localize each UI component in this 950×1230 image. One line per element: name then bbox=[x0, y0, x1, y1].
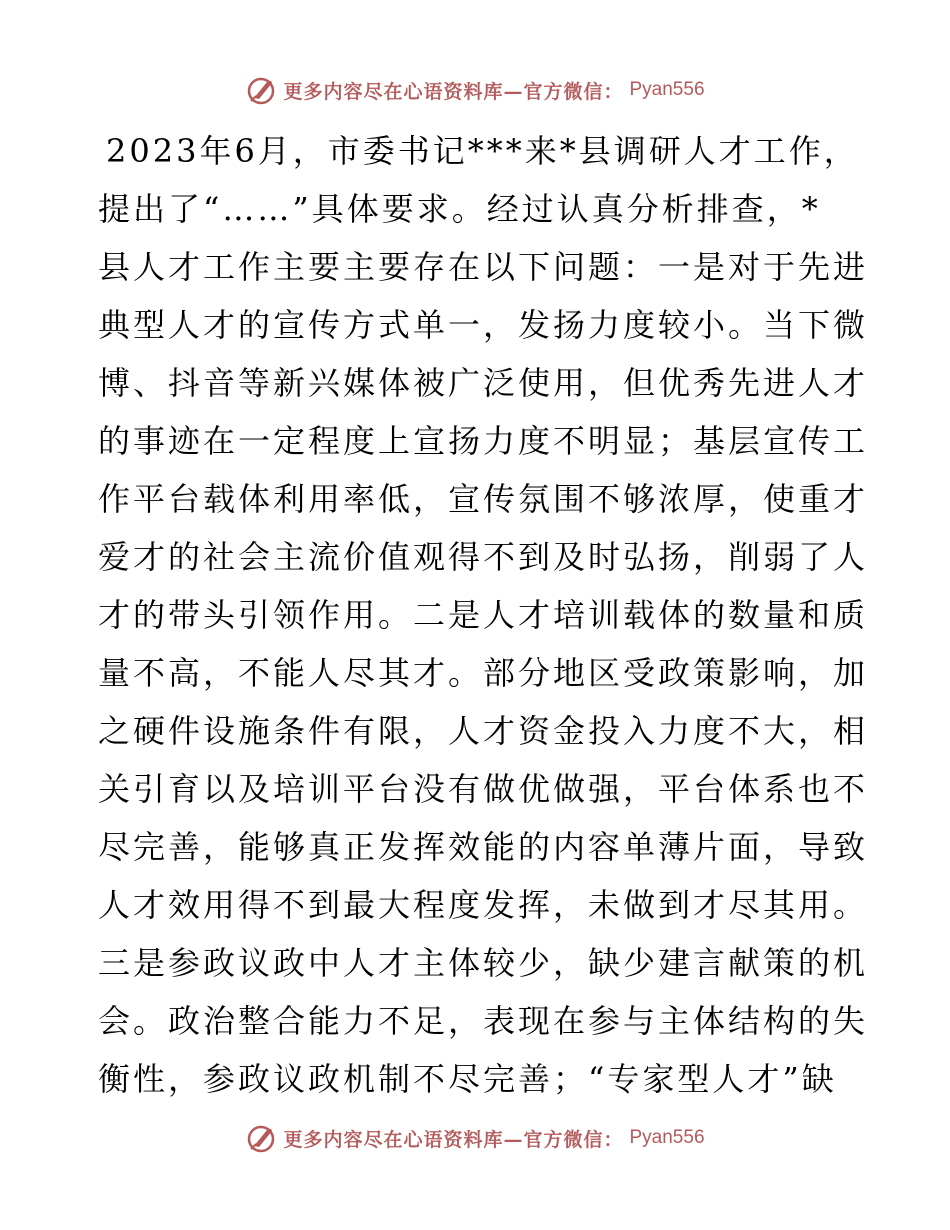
text-line: 会。政治整合能力不足，表现在参与主体结构的失 bbox=[98, 1002, 869, 1040]
text-line: 典型人才的宣传方式单一，发扬力度较小。当下微 bbox=[98, 306, 869, 344]
watermark-text-en: Pyan556 bbox=[629, 79, 705, 100]
text-line: 2023年6月，市委书记***来*县调研人才工作， bbox=[106, 132, 859, 170]
body-paragraph bbox=[98, 122, 869, 1108]
text-line: 博、抖音等新兴媒体被广泛使用，但优秀先进人才 bbox=[98, 364, 869, 402]
text-line: 人才效用得不到最大程度发挥，未做到才尽其用。 bbox=[98, 886, 869, 924]
text-line: 衡性，参政议政机制不尽完善；“专家型人才”缺 bbox=[98, 1060, 837, 1098]
text-line: 才的带头引领作用。二是人才培训载体的数量和质 bbox=[98, 596, 869, 634]
watermark-text-cn: 更多内容尽在心语资料库—官方微信： bbox=[283, 80, 624, 103]
text-line: 尽完善，能够真正发挥效能的内容单薄片面，导致 bbox=[98, 828, 869, 866]
watermark-text-en: Pyan556 bbox=[629, 1127, 705, 1148]
text-line: 爱才的社会主流价值观得不到及时弘扬，削弱了人 bbox=[98, 538, 869, 576]
header-watermark bbox=[0, 72, 950, 108]
text-line: 量不高，不能人尽其才。部分地区受政策影响，加 bbox=[98, 654, 869, 692]
text-line: 的事迹在一定程度上宣扬力度不明显；基层宣传工 bbox=[98, 422, 869, 460]
text-line: 关引育以及培训平台没有做优做强，平台体系也不 bbox=[98, 770, 869, 808]
text-line: 之硬件设施条件有限，人才资金投入力度不大，相 bbox=[98, 712, 869, 750]
watermark-text-cn: 更多内容尽在心语资料库—官方微信： bbox=[283, 1128, 624, 1151]
quill-logo-icon bbox=[245, 74, 277, 106]
text-line: 作平台载体利用率低，宣传氛围不够浓厚，使重才 bbox=[98, 480, 869, 518]
text-line: 提出了“……”具体要求。经过认真分析排查，* bbox=[98, 190, 821, 228]
text-line: 县人才工作主要主要存在以下问题：一是对于先进 bbox=[98, 248, 869, 286]
text-line: 三是参政议政中人才主体较少，缺少建言献策的机 bbox=[98, 944, 869, 982]
quill-logo-icon bbox=[245, 1122, 277, 1154]
footer-watermark bbox=[0, 1120, 950, 1156]
